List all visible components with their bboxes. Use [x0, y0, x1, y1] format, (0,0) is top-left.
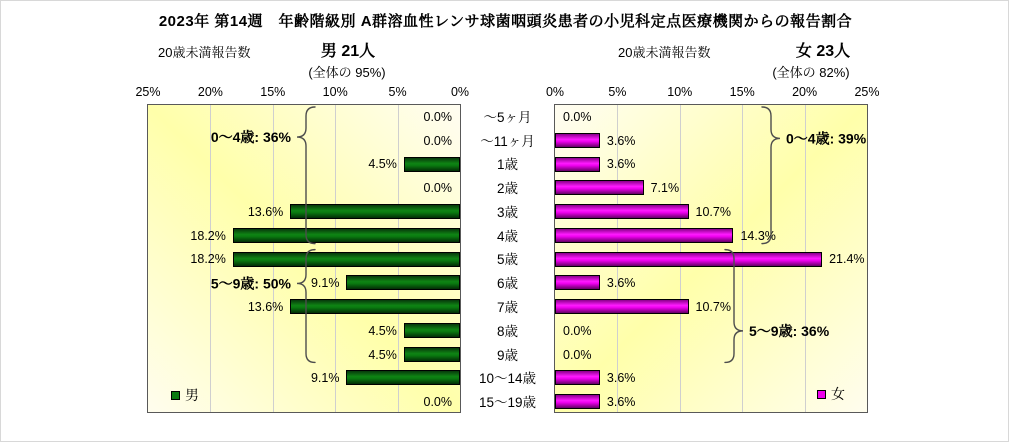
- bar-male: [404, 157, 460, 172]
- bar-female: [555, 394, 600, 409]
- chart-row: [555, 153, 867, 177]
- bar-female: [555, 275, 600, 290]
- male-header-label: 20歳未満報告数: [158, 45, 251, 60]
- chart-row: [555, 200, 867, 224]
- axis-tick-label: 0%: [545, 85, 565, 99]
- chart-title: 2023年 第14週 年齢階級別 A群溶血性レンサ球菌咽頭炎患者の小児科定点医療機関からの報告割合: [158, 13, 853, 30]
- category-label: 〜11ヶ月: [480, 133, 535, 149]
- category-label: 10〜14歳: [478, 371, 537, 387]
- category-label: 8歳: [496, 323, 518, 339]
- bar-female: [555, 204, 689, 219]
- bar-value-label: 3.6%: [606, 371, 636, 386]
- chart-row: [555, 224, 867, 248]
- female-legend-label: 女: [831, 386, 845, 402]
- female-legend-swatch-icon: [817, 390, 826, 399]
- bar-female: [555, 180, 644, 195]
- axis-tick-label: 25%: [135, 85, 161, 99]
- female-count-label: 女 23人: [795, 43, 851, 60]
- axis-tick-label: 10%: [322, 85, 348, 99]
- bar-male: [233, 228, 460, 243]
- male-legend-swatch-icon: [171, 391, 180, 400]
- bar-value-label: 13.6%: [247, 204, 284, 219]
- axis-tick-label: 5%: [608, 85, 627, 99]
- bar-male: [404, 347, 460, 362]
- bar-value-label: 9.1%: [310, 371, 340, 386]
- bar-female: [555, 133, 600, 148]
- bar-value-label: 4.5%: [368, 157, 397, 172]
- chart-row: [555, 248, 867, 272]
- chart-row: [148, 295, 460, 319]
- bar-male: [290, 299, 460, 314]
- bar-value-label: 0.0%: [423, 395, 452, 410]
- category-label: 5歳: [496, 252, 518, 268]
- bar-value-label: 0.0%: [563, 347, 592, 362]
- bar-female: [555, 157, 600, 172]
- bar-value-label: 9.1%: [310, 276, 340, 291]
- male-legend-label: 男: [185, 387, 199, 403]
- chart-row: [148, 105, 460, 129]
- brace-annotation-label: 0〜4歳: 39%: [786, 130, 867, 147]
- bar-female: [555, 228, 733, 243]
- category-label: 15〜19歳: [478, 395, 537, 411]
- chart-row: [148, 248, 460, 272]
- axis-tick-label: 5%: [388, 85, 407, 99]
- category-label: 4歳: [496, 228, 518, 244]
- category-label: 3歳: [496, 204, 518, 220]
- category-label: 2歳: [496, 181, 518, 197]
- male-plot-area: [147, 104, 461, 413]
- chart-row: [555, 295, 867, 319]
- axis-tick-label: 20%: [197, 85, 223, 99]
- bar-value-label: 3.6%: [606, 395, 636, 410]
- chart-row: [148, 129, 460, 153]
- chart-row: [148, 176, 460, 200]
- chart-row: [555, 176, 867, 200]
- female-share-label: (全体の 82%): [772, 65, 850, 80]
- bar-value-label: 3.6%: [606, 133, 636, 148]
- bar-value-label: 14.3%: [740, 228, 776, 243]
- bar-male: [404, 323, 460, 338]
- male-share-label: (全体の 95%): [308, 65, 386, 80]
- bar-value-label: 0.0%: [563, 109, 592, 124]
- chart-row: [555, 105, 867, 129]
- category-label: 1歳: [496, 157, 518, 173]
- bar-value-label: 0.0%: [563, 323, 592, 338]
- bar-value-label: 0.0%: [423, 181, 452, 196]
- female-legend: [817, 384, 845, 404]
- category-label: 9歳: [496, 347, 518, 363]
- chart-row: [555, 271, 867, 295]
- axis-tick-label: 0%: [450, 85, 470, 99]
- category-label: 7歳: [496, 300, 518, 316]
- brace-annotation-label: 0〜4歳: 36%: [210, 129, 291, 146]
- female-plot-area: [554, 104, 868, 413]
- bar-female: [555, 299, 689, 314]
- bar-value-label: 13.6%: [247, 300, 284, 315]
- bar-male: [290, 204, 460, 219]
- bar-value-label: 4.5%: [368, 323, 397, 338]
- bar-male: [346, 370, 460, 385]
- bar-value-label: 3.6%: [606, 276, 636, 291]
- bar-value-label: 4.5%: [368, 347, 397, 362]
- chart-row: [555, 343, 867, 367]
- axis-tick-label: 20%: [792, 85, 818, 99]
- bar-female: [555, 252, 822, 267]
- axis-tick-label: 15%: [260, 85, 286, 99]
- bar-female: [555, 370, 600, 385]
- bar-value-label: 10.7%: [695, 300, 731, 315]
- bar-value-label: 0.0%: [423, 133, 452, 148]
- chart-row: [148, 200, 460, 224]
- bar-value-label: 0.0%: [423, 109, 452, 124]
- bar-value-label: 3.6%: [606, 157, 636, 172]
- bar-male: [346, 275, 460, 290]
- bar-value-label: 18.2%: [190, 228, 226, 243]
- chart-row: [148, 153, 460, 177]
- brace-annotation-label: 5〜9歳: 50%: [210, 275, 291, 292]
- bar-value-label: 21.4%: [829, 252, 865, 267]
- chart-row: [148, 271, 460, 295]
- bar-value-label: 7.1%: [650, 181, 680, 196]
- chart-row: [148, 319, 460, 343]
- bar-value-label: 10.7%: [695, 204, 731, 219]
- male-count-label: 男 21人: [320, 43, 376, 60]
- female-header-label: 20歳未満報告数: [618, 45, 711, 60]
- bar-male: [233, 252, 460, 267]
- category-label: 〜5ヶ月: [483, 109, 532, 125]
- category-label: 6歳: [496, 276, 518, 292]
- male-legend: [171, 385, 199, 405]
- axis-tick-label: 10%: [667, 85, 693, 99]
- chart-row: [148, 343, 460, 367]
- chart-row: [555, 129, 867, 153]
- axis-tick-label: 25%: [854, 85, 880, 99]
- chart-row: [148, 224, 460, 248]
- bar-value-label: 18.2%: [190, 252, 226, 267]
- axis-tick-label: 15%: [729, 85, 755, 99]
- chart-row: [555, 319, 867, 343]
- brace-annotation-label: 5〜9歳: 36%: [749, 322, 830, 339]
